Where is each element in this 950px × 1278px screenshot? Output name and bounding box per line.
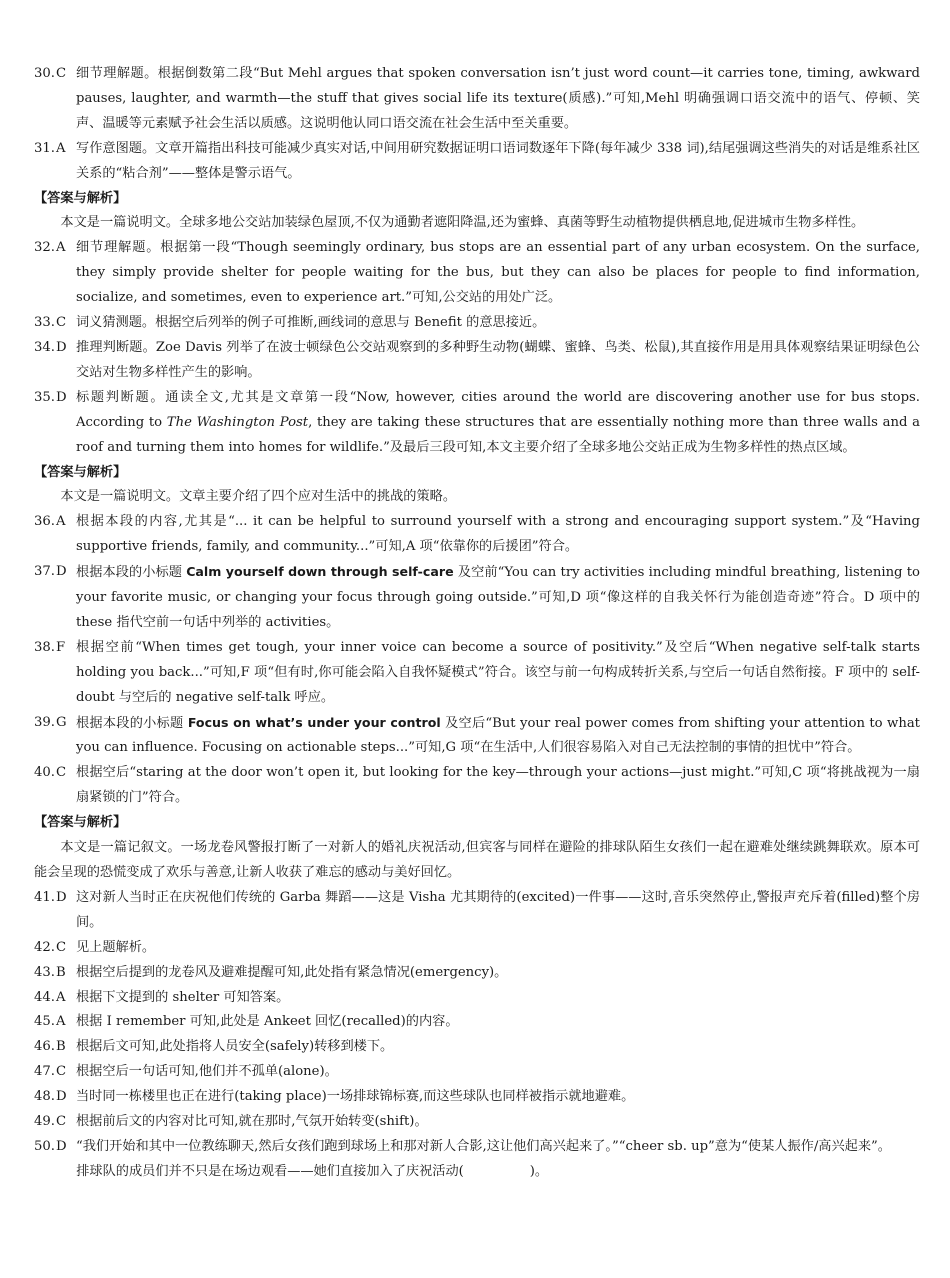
answer-letter: D <box>56 389 67 405</box>
answer-item-45 <box>34 1010 920 1035</box>
question-number: 32. <box>34 240 55 256</box>
question-number: 41. <box>34 889 55 905</box>
answer-letter: D <box>56 339 67 355</box>
question-number: 34. <box>34 339 55 355</box>
explanation-text <box>76 560 920 636</box>
answer-letter: B <box>56 964 66 980</box>
answer-item-34 <box>34 336 920 386</box>
explanation-text: 写作意图题。文章开篇指出科技可能减少真实对话,中间用研究数据证明口语词数逐年下降(每年减少 338 词),结尾强调这些消失的对话是维系社区关系的“粘合剂”——整体是警示语气。 <box>76 140 920 181</box>
explanation-text: 根据空后“staring at the door won’t open it, but looking for the key—through your actions—just might.”可知,C 项“将挑战视为一扇扇紧锁的门”符合。 <box>76 765 920 806</box>
explanation-text-part: , they are taking these structures that are essentially nothing more than three walls and a roof and turning them into homes for wildlife.”及最后三段可知,本文主要介绍了全球多地公交站正成为生物多样性的热点区域。 <box>76 414 920 455</box>
section-heading: 【答案与解析】 <box>34 464 127 480</box>
question-number: 36. <box>34 514 55 530</box>
explanation-text: 细节理解题。根据第一段“Though seemingly ordinary, bus stops are an essential part of any urban ecosystem. On the surface, they simply provide shelter for people waiting for the bus, but they can also be places for people to find information, socialize, and sometimes, even to experience art.”可知,公交站的用处广泛。 <box>76 240 920 306</box>
explanation-text <box>76 711 920 762</box>
question-number: 43. <box>34 964 55 980</box>
explanation-text-part: 根据本段的小标题 <box>76 715 188 731</box>
answer-letter: A <box>56 1014 66 1030</box>
answer-item-31 <box>34 137 920 187</box>
question-number: 37. <box>34 564 55 580</box>
answer-item-36 <box>34 510 920 560</box>
passage-summary: 本文是一篇说明文。全球多地公交站加装绿色屋顶,不仅为通勤者遮阳降温,还为蜜蜂、真菌等野生动植物提供栖息地,促进城市生物多样性。 <box>60 215 865 231</box>
explanation-text: 根据后文可知,此处指将人员安全(safely)转移到楼下。 <box>76 1039 394 1055</box>
explanation-text-part: 及空前“You can try activities including mindful breathing, listening to your favorite music, or changing your focus through going outside.”可知,D 项“像这样的自我关怀行为能创造奇迹”符合。D 项中的 these 指代空前一句话中列举的 activities。 <box>76 565 920 630</box>
explanation-text: 这对新人当时正在庆祝他们传统的 Garba 舞蹈——这是 Visha 尤其期待的(excited)一件事——这时,音乐突然停止,警报声充斥着(filled)整个房间。 <box>76 889 920 930</box>
answer-letter: A <box>56 240 66 256</box>
answer-letter: F <box>56 639 66 655</box>
explanation-text: 见上题解析。 <box>76 939 156 955</box>
explanation-text: “我们开始和其中一位教练聊天,然后女孩们跑到球场上和那对新人合影,这让他们高兴起来了。”“cheer sb. up”意为“使某人振作/高兴起来”。 <box>76 1138 891 1154</box>
answer-item-47 <box>34 1060 920 1085</box>
answer-letter: D <box>56 1138 67 1154</box>
answer-item-35 <box>34 386 920 461</box>
question-number: 48. <box>34 1089 55 1105</box>
explanation-text: 推理判断题。Zoe Davis 列举了在波士顿绿色公交站观察到的多种野生动物(蝴蝶、蜜蜂、鸟类、松鼠),其直接作用是用具体观察结果证明绿色公交站对生物多样性产生的影响。 <box>76 339 920 380</box>
answer-letter: C <box>56 939 67 955</box>
question-number: 40. <box>34 765 55 781</box>
answer-item-39 <box>34 711 920 762</box>
question-number: 30. <box>34 66 55 81</box>
question-number: 45. <box>34 1014 55 1030</box>
question-number: 50. <box>34 1138 55 1154</box>
answer-item-44 <box>34 986 920 1011</box>
answer-item-49 <box>34 1110 920 1135</box>
question-number: 49. <box>34 1114 55 1130</box>
question-number: 38. <box>34 639 55 655</box>
answer-letter: D <box>56 1089 67 1105</box>
question-number: 44. <box>34 989 55 1005</box>
section-heading: 【答案与解析】 <box>34 190 127 206</box>
explanation-text <box>76 386 920 461</box>
question-number: 46. <box>34 1039 55 1055</box>
explanation-text-part: 及空后“But your real power comes from shifting your attention to what you can influence. Focusing on actionable steps...”可知,G 项“在生活中,人们很容易陷入对自己无法控制的事情的担忧中”符合。 <box>76 715 920 756</box>
answer-item-38 <box>34 636 920 711</box>
explanation-text: 根据本段的内容,尤其是“... it can be helpful to surround yourself with a strong and encouraging support system.”及“Having supportive friends, family, and community...”可知,A 项“依靠你的后援团”符合。 <box>76 514 920 555</box>
explanation-text: 根据空前“When times get tough, your inner voice can become a source of positivity.”及空后“When negative self-talk starts holding you back...”可知,F 项“但有时,你可能会陷入自我怀疑模式”符合。该空与前一句构成转折关系,与空后一句话自然衔接。F 项中的 self-doubt 与空后的 negative self-talk 呼应。 <box>76 639 920 705</box>
explanation-text: 根据空后一句话可知,他们并不孤单(alone)。 <box>76 1064 338 1080</box>
answer-letter: C <box>56 315 67 331</box>
answer-letter: C <box>56 1064 67 1080</box>
answer-item-43 <box>34 961 920 986</box>
passage-summary: 本文是一篇说明文。文章主要介绍了四个应对生活中的挑战的策略。 <box>60 489 457 505</box>
explanation-text: 词义猜测题。根据空后列举的例子可推断,画线词的意思与 Benefit 的意思接近。 <box>76 315 546 331</box>
explanation-text: 细节理解题。根据倒数第二段“But Mehl argues that spoken conversation isn’t just word count—it carries tone, timing, awkward pauses, laughter, and warmth—the stuff that gives social life its texture(质感).”可知,Mehl 明确强调口语交流中的语气、停顿、笑声、温暖等元素赋予社会生活以质感。这说明他认同口语交流在社会生活中至关重要。 <box>76 66 920 131</box>
subheading-quote: Calm yourself down through self-care <box>186 564 454 580</box>
answer-item-30 <box>34 62 920 137</box>
subheading-quote: Focus on what’s under your control <box>187 714 441 730</box>
answer-item-40 <box>34 761 920 811</box>
explanation-text: 根据下文提到的 shelter 可知答案。 <box>76 989 290 1005</box>
newspaper-title: The Washington Post <box>166 414 309 430</box>
explanation-text-part: 根据本段的小标题 <box>76 565 187 581</box>
answer-item-50 <box>34 1135 920 1160</box>
closing-sentence: 排球队的成员们并不只是在场边观看——她们直接加入了庆祝活动( )。 <box>76 1163 549 1179</box>
answer-item-37 <box>34 560 920 636</box>
answer-letter: C <box>56 66 67 81</box>
passage-summary: 本文是一篇记叙文。一场龙卷风警报打断了一对新人的婚礼庆祝活动,但宾客与同样在避险的排球队陌生女孩们一起在避难处继续跳舞联欢。原本可能会呈现的恐慌变成了欢乐与善意,让新人收获了难忘的感动与美好回忆。 <box>34 840 920 880</box>
answer-letter: G <box>56 714 67 730</box>
explanation-text: 当时同一栋楼里也正在进行(taking place)一场排球锦标赛,而这些球队也同样被指示就地避难。 <box>76 1089 635 1105</box>
explanation-text: 根据 I remember 可知,此处是 Ankeet 回忆(recalled)的内容。 <box>76 1014 459 1030</box>
answer-letter: A <box>56 140 66 156</box>
answer-letter: D <box>56 889 67 905</box>
question-number: 42. <box>34 939 55 955</box>
answer-letter: C <box>56 1114 67 1130</box>
explanation-text: 根据空后提到的龙卷风及避难提醒可知,此处指有紧急情况(emergency)。 <box>76 964 508 980</box>
question-number: 39. <box>34 714 55 730</box>
answer-item-46 <box>34 1035 920 1060</box>
answer-item-42 <box>34 936 920 961</box>
answer-item-41 <box>34 886 920 936</box>
answer-item-48 <box>34 1085 920 1110</box>
answer-item-32 <box>34 236 920 311</box>
answer-letter: B <box>56 1039 66 1055</box>
answer-letter: D <box>56 564 67 580</box>
question-number: 47. <box>34 1064 55 1080</box>
explanation-text: 根据前后文的内容对比可知,就在那时,气氛开始转变(shift)。 <box>76 1114 428 1130</box>
question-number: 35. <box>34 389 55 405</box>
section-heading: 【答案与解析】 <box>34 815 127 831</box>
answer-item-33 <box>34 311 920 336</box>
answer-letter: A <box>56 514 66 530</box>
explanation-text-part: 标题判断题。通读全文,尤其是文章第一段“Now, however, cities around the world are discovering another use for bus stops. According to <box>76 389 920 430</box>
question-number: 31. <box>34 140 55 156</box>
question-number: 33. <box>34 315 55 331</box>
answer-letter: C <box>56 765 67 781</box>
answer-letter: A <box>56 989 66 1005</box>
